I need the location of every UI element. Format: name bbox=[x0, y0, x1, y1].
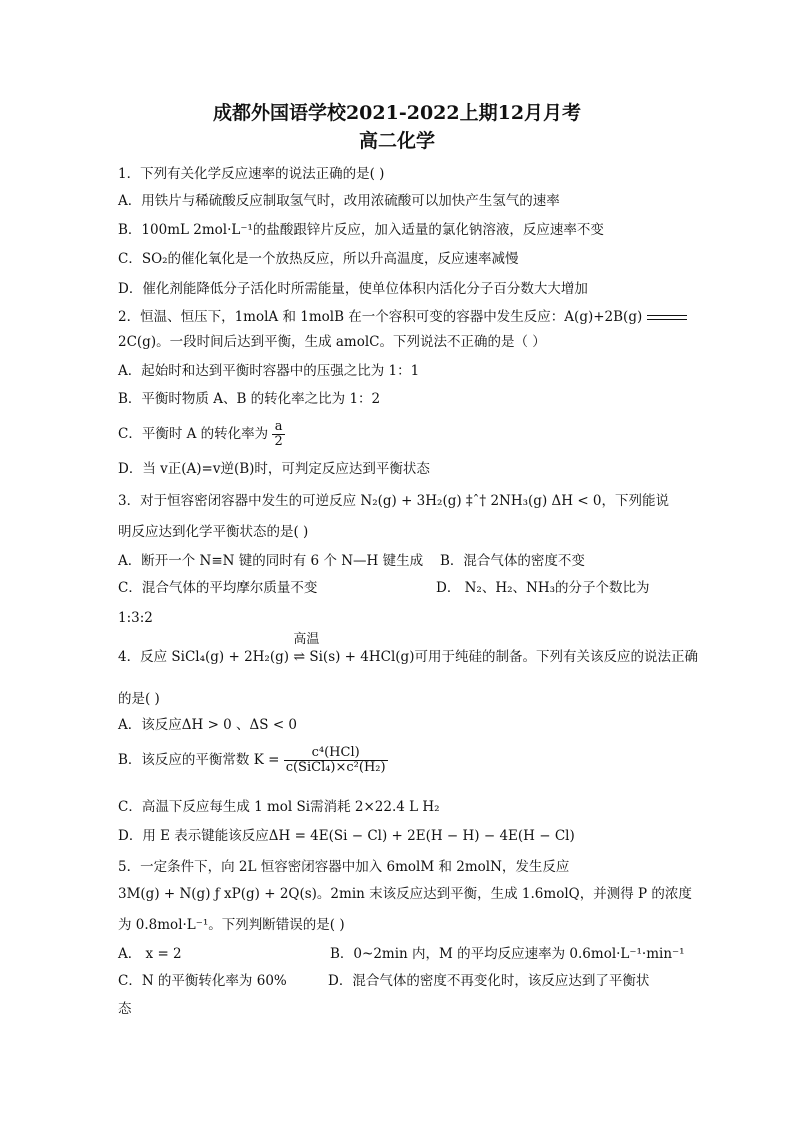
q4-condition-label: 高温 bbox=[293, 632, 320, 647]
fraction-denominator: 2 bbox=[274, 434, 283, 449]
q5-option-a: A． x = 2 bbox=[118, 946, 182, 962]
q3-option-d: D． N₂、H₂、NH₃的分子个数比为 bbox=[436, 580, 650, 596]
fraction-numerator: c⁴(HCl) bbox=[311, 745, 360, 760]
q4-option-d: D．用 E 表示键能该反应ΔH = 4E(Si − Cl) + 2E(H − H) − 4E(H − Cl) bbox=[118, 828, 575, 844]
q2-option-a: A．起始时和达到平衡时容器中的压强之比为 1：1 bbox=[118, 363, 420, 379]
q5-stem-line2: 3M(g) + N(g) ƒ xP(g) + 2Q(s)。2min 末该反应达到平衡，生成 1.6molQ，并测得 P 的浓度 bbox=[118, 886, 692, 902]
q2-option-c bbox=[118, 420, 285, 449]
q4-stem-line2: 的是( ) bbox=[118, 691, 160, 707]
q2-stem-text: 2．恒温、恒压下，1molA 和 1molB 在一个容积可变的容器中发生反应：A(g)+2B(g) bbox=[118, 309, 643, 325]
q2-stem-line1 bbox=[118, 308, 687, 326]
q5-option-c: C．N 的平衡转化率为 60% bbox=[118, 973, 287, 989]
equilibrium-arrow-icon bbox=[647, 314, 687, 322]
q3-stem-line1: 3．对于恒容密闭容器中发生的可逆反应 N₂(g) + 3H₂(g) ‡ˆ† 2NH₃(g) ΔH < 0，下列能说 bbox=[118, 493, 670, 509]
q3-option-a: A．断开一个 N≡N 键的同时有 6 个 N—H 键生成 bbox=[118, 553, 424, 569]
page-subtitle: 高二化学 bbox=[358, 130, 435, 152]
q3-option-d-cont: 1:3:2 bbox=[118, 610, 153, 626]
q3-option-b: B．混合气体的密度不变 bbox=[440, 553, 585, 569]
q2-option-b: B．平衡时物质 A、B 的转化率之比为 1：2 bbox=[118, 391, 381, 407]
q4-stem-line1 bbox=[118, 632, 698, 666]
q5-stem-line1: 5．一定条件下，向 2L 恒容密闭容器中加入 6molM 和 2molN，发生反应 bbox=[118, 859, 570, 875]
q1-option-b: B．100mL 2mol·L⁻¹的盐酸跟锌片反应，加入适量的氯化钠溶液，反应速率不变 bbox=[118, 222, 604, 238]
q1-option-d: D．催化剂能降低分子活化时所需能量，使单位体积内活化分子百分数大大增加 bbox=[118, 281, 588, 297]
q2-stem-line2: 2C(g)。一段时间后达到平衡，生成 amolC。下列说法不正确的是（ ） bbox=[118, 334, 546, 350]
reversible-arrow-icon: ⇌ bbox=[293, 649, 306, 665]
q4-option-b bbox=[118, 746, 388, 775]
fraction-denominator: c(SiCl₄)×c²(H₂) bbox=[285, 760, 386, 775]
q4-option-c: C．高温下反应每生成 1 mol Si需消耗 2×22.4 L H₂ bbox=[118, 799, 440, 815]
equilibrium-constant-fraction bbox=[284, 746, 388, 775]
q1-option-a: A．用铁片与稀硫酸反应制取氢气时，改用浓硫酸可以加快产生氢气的速率 bbox=[118, 193, 560, 209]
q5-stem-line3: 为 0.8mol·L⁻¹。下列判断错误的是( ) bbox=[118, 917, 345, 933]
fraction-numerator: a bbox=[274, 419, 283, 434]
q5-option-b: B．0~2min 内，M 的平均反应速率为 0.6mol·L⁻¹·min⁻¹ bbox=[330, 946, 685, 962]
q1-option-c: C．SO₂的催化氧化是一个放热反应，所以升高温度，反应速率减慢 bbox=[118, 251, 519, 267]
page-title: 成都外国语学校2021-2022上期12月月考 bbox=[212, 102, 582, 124]
q4-stem-post: Si(s) + 4HCl(g)可用于纯硅的制备。下列有关该反应的说法正确 bbox=[309, 649, 698, 665]
q4-condition bbox=[293, 632, 320, 666]
q3-option-c: C．混合气体的平均摩尔质量不变 bbox=[118, 580, 318, 596]
q2-option-c-text: C．平衡时 A 的转化率为 bbox=[118, 426, 269, 442]
q3-stem-line2: 明反应达到化学平衡状态的是( ) bbox=[118, 524, 309, 540]
q5-option-d: D．混合气体的密度不再变化时，该反应达到了平衡状 bbox=[328, 973, 650, 989]
q4-stem-pre: 4．反应 SiCl₄(g) + 2H₂(g) bbox=[118, 649, 290, 665]
q5-option-d-cont: 态 bbox=[118, 1001, 132, 1017]
q4-option-a: A．该反应ΔH > 0 、ΔS < 0 bbox=[118, 717, 298, 733]
fraction bbox=[272, 420, 284, 449]
q1-stem: 1．下列有关化学反应速率的说法正确的是( ) bbox=[118, 166, 385, 182]
q2-option-d: D．当 v正(A)=v逆(B)时，可判定反应达到平衡状态 bbox=[118, 461, 430, 477]
q4-option-b-text: B．该反应的平衡常数 K = bbox=[118, 752, 280, 768]
